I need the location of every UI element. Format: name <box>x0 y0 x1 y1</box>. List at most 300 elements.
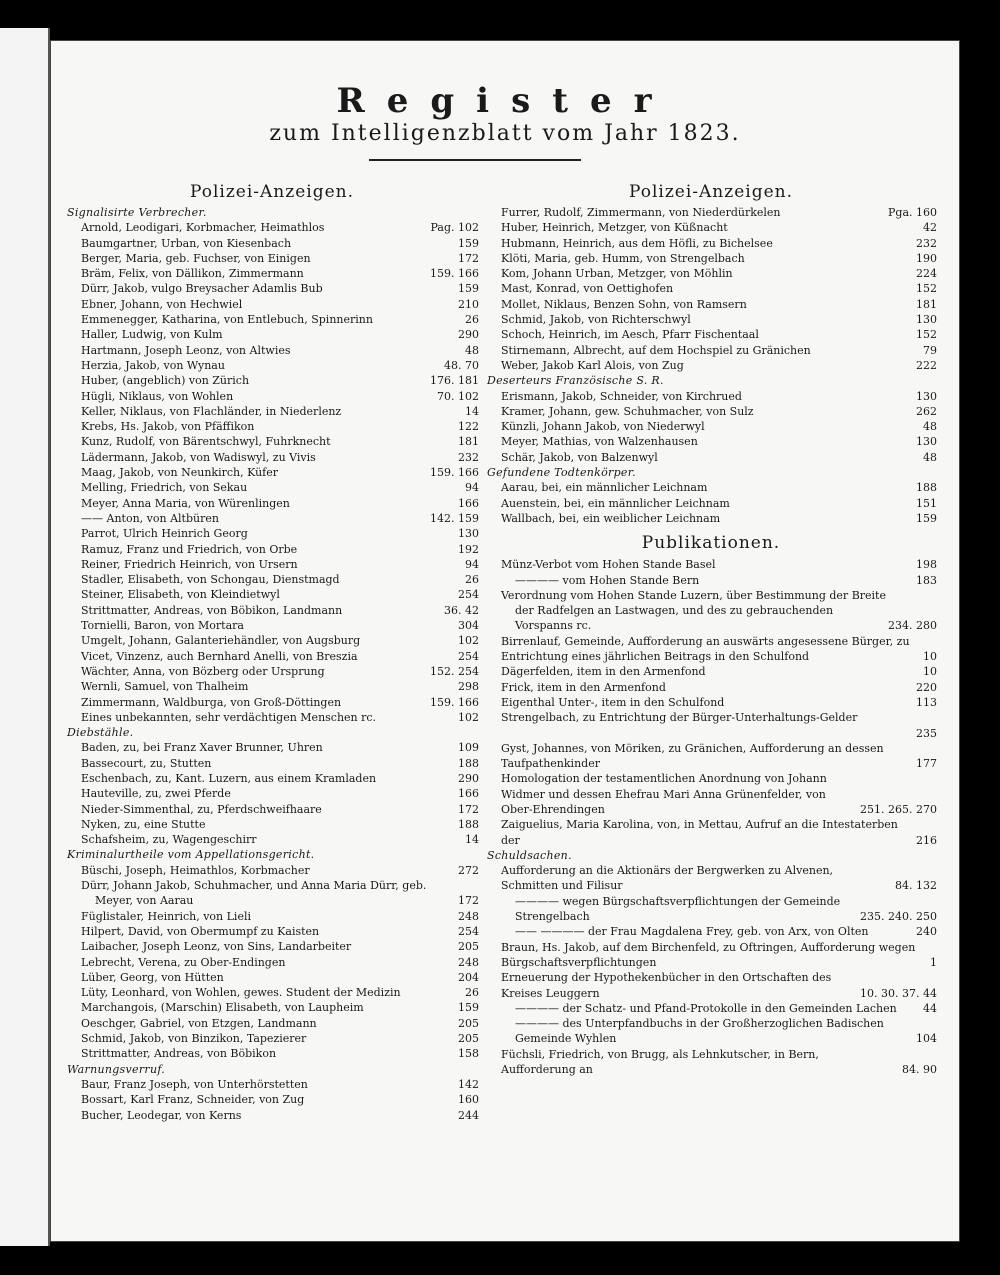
section-title: Deserteurs Französische S. R. <box>487 374 664 388</box>
entry-text: Münz-Verbot vom Hohen Stande Basel <box>501 558 716 572</box>
index-entry <box>65 832 479 847</box>
entry-text: Meyer, Anna Maria, von Würenlingen <box>81 496 290 510</box>
index-entry <box>485 603 937 634</box>
page-reference: 235. 240. 250 <box>860 910 937 924</box>
section-title: Signalisirte Verbrecher. <box>67 206 207 219</box>
index-entry <box>485 251 937 266</box>
entry-text: Stadler, Elisabeth, von Schongau, Dienstmagd <box>81 573 340 587</box>
index-entry <box>485 573 937 588</box>
entry-text: Weber, Jakob Karl Alois, von Zug <box>501 358 684 372</box>
index-entry <box>65 786 479 801</box>
entry-text: Strittmatter, Andreas, von Böbikon <box>81 1047 277 1061</box>
entry-text: Bucher, Leodegar, von Kerns <box>81 1108 242 1122</box>
entry-text: Marchangois, (Marschin) Elisabeth, von Laupheim <box>81 1001 364 1015</box>
entry-text: ———— vom Hohen Stande Bern <box>515 573 700 587</box>
title-rule <box>369 159 581 161</box>
entry-text: Bossart, Karl Franz, Schneider, von Zug <box>81 1093 305 1107</box>
entry-text: Kom, Johann Urban, Metzger, von Möhlin <box>501 267 733 281</box>
section-title: Schuldsachen. <box>487 848 572 862</box>
page-reference: 198 <box>916 558 937 572</box>
index-entry <box>65 878 479 893</box>
entry-text: Dägerfelden, item in den Armenfond <box>501 665 706 679</box>
entry-text: Dürr, Johann Jakob, Schuhmacher, und Anna Maria Dürr, geb. <box>81 879 427 893</box>
page-reference: 122 <box>458 420 479 434</box>
page-reference: 176. 181 <box>430 374 479 388</box>
index-entry <box>485 817 937 848</box>
index-entry <box>485 1047 937 1078</box>
page-reference: 70. 102 <box>437 389 479 403</box>
index-entry <box>65 893 479 908</box>
right-column <box>485 181 937 1077</box>
page-reference: 94 <box>465 557 479 571</box>
index-entry <box>65 817 479 832</box>
entry-text: Ebner, Johann, von Hechwiel <box>81 297 243 311</box>
index-entry <box>485 281 937 296</box>
page-reference: 290 <box>458 328 479 342</box>
index-entry <box>65 220 479 235</box>
entry-text: Bräm, Felix, von Dällikon, Zimmermann <box>81 267 304 281</box>
entry-text: Dürr, Jakob, vulgo Breysacher Adamlis Bub <box>81 282 323 296</box>
index-entry <box>485 557 937 572</box>
entry-text: Braun, Hs. Jakob, auf dem Birchenfeld, zu Oftringen, Aufforderung wegen Bürgschaftsverpflichtungen <box>501 940 916 969</box>
entry-text: Schafsheim, zu, Wagengeschirr <box>81 833 257 847</box>
page-reference: 104 <box>916 1032 937 1046</box>
entry-text: Aufforderung an die Aktionärs der Bergwerken zu Alvenen, Schmitten und Filisur <box>501 864 834 893</box>
entry-text: Hügli, Niklaus, von Wohlen <box>81 389 234 403</box>
index-entry <box>485 404 937 419</box>
index-entry <box>65 266 479 281</box>
index-entry <box>65 251 479 266</box>
page-reference: Pag. 102 <box>430 221 479 235</box>
page-reference: 188 <box>916 481 937 495</box>
page-reference: 254 <box>458 588 479 602</box>
entry-text: Füchsli, Friedrich, von Brugg, als Lehnkutscher, in Bern, Aufforderung an <box>501 1047 819 1077</box>
entry-text: Zaiguelius, Maria Karolina, von, in Mettau, Aufruf an die Intestaterben der <box>501 818 898 847</box>
page-reference: 205 <box>458 1016 479 1030</box>
index-entry <box>65 465 479 480</box>
index-entry <box>65 802 479 817</box>
page-reference: 248 <box>458 909 479 923</box>
page-reference: 48 <box>923 420 937 434</box>
index-entry <box>65 587 479 602</box>
entry-text: Huber, Heinrich, Metzger, von Küßnacht <box>501 221 728 235</box>
page-reference: 159. 166 <box>430 267 479 281</box>
entry-text: Kunz, Rudolf, von Bärentschwyl, Fuhrknecht <box>81 435 331 449</box>
entry-text: Vicet, Vinzenz, auch Bernhard Anelli, von Breszia <box>81 649 358 663</box>
index-entry <box>485 634 937 665</box>
page-reference: 102 <box>458 710 479 724</box>
left-column <box>65 181 479 1123</box>
index-entry <box>65 633 479 648</box>
entry-text: Wächter, Anna, von Bözberg oder Ursprung <box>81 664 325 678</box>
page-reference: 166 <box>458 496 479 510</box>
page-reference: 205 <box>458 940 479 954</box>
page-reference: 26 <box>465 573 479 587</box>
register-page <box>50 40 960 1242</box>
entry-text: Füglistaler, Heinrich, von Lieli <box>81 909 251 923</box>
index-entry <box>485 327 937 342</box>
page-reference: 36. 42 <box>444 603 479 617</box>
page-reference: 205 <box>458 1032 479 1046</box>
page-reference: 181 <box>458 435 479 449</box>
page-reference: 272 <box>458 863 479 877</box>
entry-text: —— Anton, von Altbüren <box>81 511 219 525</box>
page-reference: 177 <box>916 757 937 771</box>
page-reference: 235 <box>916 726 937 740</box>
entry-text: Reiner, Friedrich Heinrich, von Ursern <box>81 557 298 571</box>
index-entry <box>485 863 937 894</box>
index-entry <box>65 419 479 434</box>
page-reference: 94 <box>465 481 479 495</box>
index-entry <box>485 1016 937 1047</box>
index-entry <box>65 572 479 587</box>
page-reference: 159 <box>458 282 479 296</box>
index-entry <box>485 480 937 495</box>
index-entry <box>65 695 479 710</box>
entry-text: Hubmann, Heinrich, aus dem Höfli, zu Bichelsee <box>501 236 773 250</box>
section-title: Warnungsverruf. <box>67 1062 166 1076</box>
index-entry <box>65 679 479 694</box>
entry-text: Verordnung vom Hohen Stande Luzern, über Bestimmung der Breite <box>501 588 886 602</box>
page-reference: 254 <box>458 924 479 938</box>
entry-text: Strittmatter, Andreas, von Böbikon, Landmann <box>81 603 343 617</box>
page-reference: 142 <box>458 1077 479 1091</box>
entry-text: Büschi, Joseph, Heimathlos, Korbmacher <box>81 863 310 877</box>
entry-text: —— ———— der Frau Magdalena Frey, geb. von Arx, von Olten <box>515 925 869 939</box>
index-entry <box>65 450 479 465</box>
index-entry <box>65 756 479 771</box>
section-title: Diebstähle. <box>67 726 134 740</box>
index-entry <box>65 1000 479 1015</box>
entry-text: ———— des Unterpfandbuchs in der Großherzoglichen Badischen Gemeinde Wyhlen <box>515 1017 884 1046</box>
page-reference: 159 <box>458 1001 479 1015</box>
index-entry <box>65 557 479 572</box>
index-entry <box>485 434 937 449</box>
entry-text: Herzia, Jakob, von Wynau <box>81 358 225 372</box>
index-entry <box>485 771 937 817</box>
page-reference: 130 <box>916 313 937 327</box>
entry-text: der Radfelgen an Lastwagen, und des zu gebrauchenden Vorspanns rc. <box>515 604 834 633</box>
entry-text: ———— wegen Bürgschaftsverpflichtungen der Gemeinde Strengelbach <box>515 894 841 924</box>
entry-text: Erismann, Jakob, Schneider, von Kirchrued <box>501 389 742 403</box>
page-reference: 216 <box>916 833 937 847</box>
entry-text: Haller, Ludwig, von Kulm <box>81 328 223 342</box>
entry-text: Baden, zu, bei Franz Xaver Brunner, Uhren <box>81 741 323 755</box>
page-reference: 244 <box>458 1108 479 1122</box>
page-reference: 84. 90 <box>902 1063 937 1077</box>
entry-text: Lädermann, Jakob, von Wadiswyl, zu Vivis <box>81 450 316 464</box>
entry-text: Oeschger, Gabriel, von Etzgen, Landmann <box>81 1016 317 1030</box>
index-entry <box>65 710 479 725</box>
page-reference: 254 <box>458 649 479 663</box>
index-entry <box>65 496 479 511</box>
page-reference: 188 <box>458 756 479 770</box>
index-entry <box>65 863 479 878</box>
entry-text: Strengelbach, zu Entrichtung der Bürger-Unterhaltungs-Gelder <box>501 711 858 725</box>
entry-text: Keller, Niklaus, von Flachländer, in Niederlenz <box>81 404 342 418</box>
entry-text: Tornielli, Baron, von Mortara <box>81 619 244 633</box>
page-reference: 48 <box>923 450 937 464</box>
entry-text: Bassecourt, zu, Stutten <box>81 756 212 770</box>
index-entry <box>65 771 479 786</box>
left-sections <box>65 205 479 1123</box>
page-reference: 190 <box>916 251 937 265</box>
entry-text: Mast, Konrad, von Oettighofen <box>501 282 674 296</box>
index-entry <box>65 664 479 679</box>
index-entry <box>485 940 937 971</box>
adjacent-page-edge <box>0 28 50 1246</box>
page-reference: Pga. 160 <box>888 206 937 219</box>
page-reference: 152. 254 <box>430 664 479 678</box>
entry-text: Lüty, Leonhard, von Wohlen, gewes. Student der Medizin <box>81 986 401 1000</box>
page-reference: 172 <box>458 802 479 816</box>
index-entry <box>485 664 937 679</box>
index-entry <box>65 985 479 1000</box>
index-entry <box>65 603 479 618</box>
index-entry <box>485 924 937 939</box>
column-heading: Polizei-Anzeigen. <box>189 182 355 202</box>
index-entry <box>485 1001 937 1016</box>
page-reference: 298 <box>458 680 479 694</box>
index-entry <box>485 695 937 710</box>
page-reference: 26 <box>465 313 479 327</box>
index-entry <box>65 542 479 557</box>
index-entry <box>65 404 479 419</box>
index-entry <box>485 710 937 725</box>
index-entry <box>65 480 479 495</box>
page-reference: 14 <box>465 833 479 847</box>
index-entry <box>485 450 937 465</box>
page-reference: 109 <box>458 741 479 755</box>
page-reference: 232 <box>458 450 479 464</box>
publications-list <box>485 557 937 848</box>
entry-text: Wallbach, bei, ein weiblicher Leichnam <box>501 511 721 525</box>
index-entry <box>65 1031 479 1046</box>
entry-text: Huber, (angeblich) von Zürich <box>81 374 250 388</box>
entry-text: Maag, Jakob, von Neunkirch, Küfer <box>81 466 279 480</box>
index-entry <box>65 939 479 954</box>
page-reference: 159. 166 <box>430 695 479 709</box>
index-entry <box>65 297 479 312</box>
column-heading: Polizei-Anzeigen. <box>628 182 794 202</box>
page-reference: 158 <box>458 1047 479 1061</box>
page-reference: 222 <box>916 358 937 372</box>
index-entry <box>485 680 937 695</box>
page-reference: 26 <box>465 986 479 1000</box>
entry-text: Laibacher, Joseph Leonz, von Sins, Landarbeiter <box>81 940 352 954</box>
index-entry <box>65 434 479 449</box>
entry-text: Kramer, Johann, gew. Schuhmacher, von Sulz <box>501 404 754 418</box>
entry-text: Mollet, Niklaus, Benzen Sohn, von Ramsern <box>501 297 747 311</box>
page-reference: 192 <box>458 542 479 556</box>
index-entry <box>65 236 479 251</box>
page-reference: 240 <box>916 925 937 939</box>
index-entry <box>485 343 937 358</box>
entry-text: Krebs, Hs. Jakob, von Pfäffikon <box>81 420 255 434</box>
index-entry <box>65 343 479 358</box>
index-entry <box>485 496 937 511</box>
index-entry <box>65 618 479 633</box>
index-entry <box>65 924 479 939</box>
index-entry <box>65 1016 479 1031</box>
index-entry <box>485 741 937 772</box>
page-reference: 166 <box>458 787 479 801</box>
index-entry <box>65 649 479 664</box>
index-entry <box>485 358 937 373</box>
entry-text: Lüber, Georg, von Hütten <box>81 970 224 984</box>
page-reference: 42 <box>923 221 937 235</box>
entry-text: Schmid, Jakob, von Richterschwyl <box>501 313 691 327</box>
page-reference: 152 <box>916 282 937 296</box>
entry-text: Eines unbekannten, sehr verdächtigen Menschen rc. <box>81 710 377 724</box>
index-entry <box>485 511 937 526</box>
entry-text: Gyst, Johannes, von Möriken, zu Gränichen, Aufforderung an dessen Taufpathenkinder <box>501 741 884 771</box>
page-reference: 10. 30. 37. 44 <box>860 986 937 1000</box>
index-entry <box>65 389 479 404</box>
page-reference: 234. 280 <box>888 619 937 633</box>
page-reference: 224 <box>916 267 937 281</box>
entry-text: Wernli, Samuel, von Thalheim <box>81 680 249 694</box>
page-reference: 159 <box>458 236 479 250</box>
index-entry <box>485 726 937 741</box>
entry-text: Furrer, Rudolf, Zimmermann, von Niederdürkelen <box>501 206 781 219</box>
index-entry <box>65 358 479 373</box>
entry-text: Zimmermann, Waldburga, von Groß-Döttingen <box>81 695 342 709</box>
index-entry <box>65 312 479 327</box>
index-entry <box>65 955 479 970</box>
page-reference: 152 <box>916 328 937 342</box>
index-entry <box>485 588 937 603</box>
entry-text: Arnold, Leodigari, Korbmacher, Heimathlos <box>81 221 325 235</box>
page-reference: 172 <box>458 894 479 908</box>
index-entry <box>485 970 937 1001</box>
page-reference: 10 <box>923 650 937 664</box>
index-entry <box>65 281 479 296</box>
right-top-entries <box>485 205 937 373</box>
index-entry <box>485 236 937 251</box>
entry-text: Frick, item in den Armenfond <box>501 680 666 694</box>
section-title: Gefundene Todtenkörper. <box>487 466 636 480</box>
publications-heading: Publikationen. <box>641 533 781 554</box>
page-reference: 102 <box>458 634 479 648</box>
page-reference: 130 <box>458 527 479 541</box>
page-reference: 48 <box>465 343 479 357</box>
entry-text: Hilpert, David, von Obermumpf zu Kaisten <box>81 924 320 938</box>
entry-text: Hartmann, Joseph Leonz, von Altwies <box>81 343 291 357</box>
index-entry <box>65 373 479 388</box>
index-entry <box>65 1092 479 1107</box>
page-reference: 151 <box>916 496 937 510</box>
page-reference: 142. 159 <box>430 511 479 525</box>
page-reference: 130 <box>916 389 937 403</box>
index-entry <box>485 389 937 404</box>
entry-text: Schmid, Jakob, von Binzikon, Tapezierer <box>81 1032 307 1046</box>
page-reference: 204 <box>458 970 479 984</box>
entry-text: Emmenegger, Katharina, von Entlebuch, Spinnerinn <box>81 313 373 327</box>
page-reference: 44 <box>923 1001 937 1015</box>
index-entry <box>65 909 479 924</box>
entry-text: Künzli, Johann Jakob, von Niederwyl <box>501 420 705 434</box>
entry-text: Parrot, Ulrich Heinrich Georg <box>81 527 248 541</box>
index-entry <box>65 1077 479 1092</box>
page-reference: 248 <box>458 955 479 969</box>
page-title: Register <box>336 81 674 121</box>
index-entry <box>485 220 937 235</box>
index-entry <box>65 526 479 541</box>
index-entry <box>485 419 937 434</box>
entry-text: Schär, Jakob, von Balzenwyl <box>501 450 658 464</box>
index-entry <box>65 511 479 526</box>
right-sections <box>485 373 937 526</box>
schuldsachen-list <box>485 863 937 1077</box>
page-reference: 188 <box>458 817 479 831</box>
page-subtitle: zum Intelligenzblatt vom Jahr 1823. <box>269 121 741 146</box>
page-reference: 262 <box>916 404 937 418</box>
page-reference: 130 <box>916 435 937 449</box>
page-reference: 84. 132 <box>895 879 937 893</box>
page-reference: 251. 265. 270 <box>860 802 937 816</box>
entry-text: Schoch, Heinrich, im Aesch, Pfarr Fischentaal <box>501 328 759 342</box>
entry-text: Auenstein, bei, ein männlicher Leichnam <box>501 496 730 510</box>
index-entry <box>485 297 937 312</box>
entry-text: Berger, Maria, geb. Fuchser, von Einigen <box>81 251 311 265</box>
page-reference: 183 <box>916 573 937 587</box>
index-entry <box>65 1108 479 1123</box>
index-entry <box>65 970 479 985</box>
entry-text: Melling, Friedrich, von Sekau <box>81 481 248 495</box>
entry-text: Eschenbach, zu, Kant. Luzern, aus einem Kramladen <box>81 771 377 785</box>
entry-text: Eigenthal Unter-, item in den Schulfond <box>501 695 725 709</box>
index-entry <box>485 894 937 925</box>
page-reference: 232 <box>916 236 937 250</box>
page-reference: 220 <box>916 680 937 694</box>
page-reference: 290 <box>458 771 479 785</box>
entry-text: ———— der Schatz- und Pfand-Protokolle in den Gemeinden Lachen <box>515 1001 897 1015</box>
entry-text: Birrenlauf, Gemeinde, Aufforderung an auswärts angesessene Bürger, zu Entrichtung eines jährlichen Beitrags in den Schulfond <box>501 634 910 664</box>
entry-text: Baumgartner, Urban, von Kiesenbach <box>81 236 292 250</box>
index-entry <box>485 266 937 281</box>
entry-text: Umgelt, Johann, Galanteriehändler, von Augsburg <box>81 634 361 648</box>
index-entry <box>65 1046 479 1061</box>
index-entry <box>65 740 479 755</box>
entry-text: Hauteville, zu, zwei Pferde <box>81 787 231 801</box>
entry-text: Nyken, zu, eine Stutte <box>81 817 206 831</box>
index-entry <box>65 327 479 342</box>
entry-text: Meyer, von Aarau <box>95 894 194 908</box>
entry-text: Meyer, Mathias, von Walzenhausen <box>501 435 698 449</box>
entry-text: Ramuz, Franz und Friedrich, von Orbe <box>81 542 298 556</box>
entry-text: Klöti, Maria, geb. Humm, von Strengelbach <box>501 251 745 265</box>
page-reference: 159 <box>916 511 937 525</box>
page-reference: 79 <box>923 343 937 357</box>
page-reference: 14 <box>465 404 479 418</box>
page-reference: 48. 70 <box>444 358 479 372</box>
entry-text: Aarau, bei, ein männlicher Leichnam <box>501 481 708 495</box>
page-reference: 181 <box>916 297 937 311</box>
page-reference: 210 <box>458 297 479 311</box>
page-reference: 172 <box>458 251 479 265</box>
section-title: Kriminalurtheile vom Appellationsgericht. <box>67 848 315 862</box>
entry-text: Nieder-Simmenthal, zu, Pferdschweifhaare <box>81 802 322 816</box>
entry-text: Lebrecht, Verena, zu Ober-Endingen <box>81 955 286 969</box>
entry-text: Baur, Franz Joseph, von Unterhörstetten <box>81 1077 308 1091</box>
entry-text: Steiner, Elisabeth, von Kleindietwyl <box>81 588 280 602</box>
index-entry <box>485 205 937 220</box>
index-entry <box>485 312 937 327</box>
page-reference: 1 <box>930 955 937 969</box>
page-reference: 159. 166 <box>430 466 479 480</box>
page-reference: 113 <box>916 695 937 709</box>
